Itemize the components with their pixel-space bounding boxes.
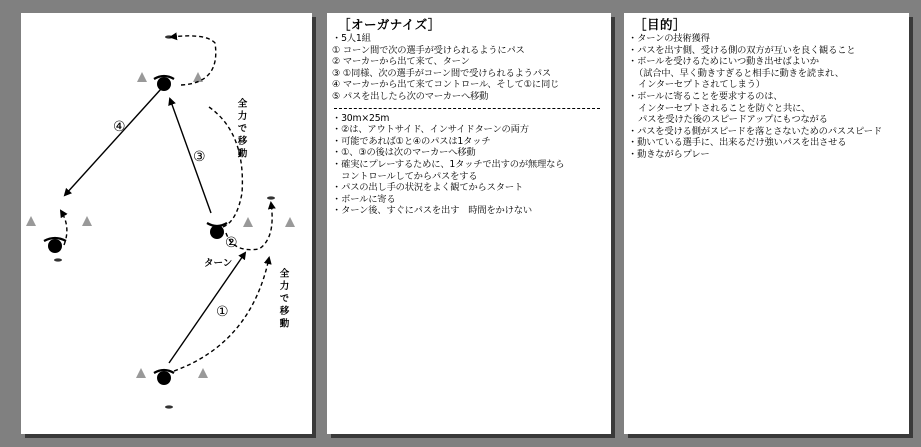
organize-note: ・可能であれば①と④のパスは1タッチ bbox=[332, 135, 491, 147]
cone bbox=[137, 72, 147, 82]
organize-title: ［オーガナイズ］ bbox=[338, 17, 441, 32]
cone bbox=[82, 216, 92, 226]
organize-step: ③ ①同様、次の選手がコーン間で受けられるようパス bbox=[332, 67, 551, 79]
purpose-line: ・ボールに寄ることを要求するのは、 bbox=[628, 90, 783, 102]
dashed-divider bbox=[334, 108, 600, 109]
player-left bbox=[44, 238, 66, 253]
cone bbox=[26, 216, 36, 226]
purpose-line: ・ターンの技術獲得 bbox=[628, 33, 710, 44]
cone bbox=[243, 217, 253, 227]
player-bottom bbox=[154, 370, 174, 385]
pass-1-arrow bbox=[169, 253, 245, 363]
purpose-line: ・パスを出す側、受ける側の双方が互いを良く観ること bbox=[628, 44, 856, 56]
organize-note: ・30m×25m bbox=[332, 112, 390, 124]
diagram-panel bbox=[21, 13, 312, 434]
label-pass-1: ① bbox=[216, 304, 229, 320]
organize-step: ① コーン間で次の選手が受けられるようにパス bbox=[332, 44, 525, 56]
player-turn bbox=[207, 223, 227, 239]
organize-step: ② マーカーから出て来て、ターン bbox=[332, 56, 470, 68]
player-top bbox=[154, 76, 174, 91]
pass-4-arrow bbox=[65, 89, 161, 195]
organize-step: ⑤ パスを出したら次のマーカーへ移動 bbox=[332, 90, 489, 102]
label-sprint-bottom: 全力で移動 bbox=[277, 268, 289, 331]
cone bbox=[198, 368, 208, 378]
label-pass-3: ③ bbox=[193, 149, 206, 165]
label-pass-2: ② bbox=[225, 235, 238, 251]
organize-note: ・ボールに寄る bbox=[332, 193, 396, 205]
purpose-line: インターセプトされることを防ぐと共に、 bbox=[638, 102, 811, 114]
organize-note: コントロールしてからパスをする bbox=[332, 170, 478, 182]
purpose-panel bbox=[624, 13, 909, 434]
drill-diagram bbox=[21, 13, 312, 434]
marker-right bbox=[267, 196, 275, 199]
organize-note: ・確実にプレーするために、1タッチで出すのが無理なら bbox=[332, 158, 565, 170]
purpose-line: ・パスを受ける側がスピードを落とさないためのパススピード bbox=[628, 125, 882, 137]
organize-note: ・ターン後、すぐにパスを出す 時間をかけない bbox=[332, 205, 532, 217]
marker-left bbox=[54, 258, 62, 261]
purpose-line: インターセプトされてしまう） bbox=[638, 79, 765, 91]
cone bbox=[193, 72, 203, 82]
marker-bottom bbox=[165, 405, 173, 408]
purpose-line: （試合中、早く動きすぎると相手に動きを読まれ、 bbox=[634, 67, 844, 79]
organize-note: ・②は、アウトサイド、インサイドターンの両方 bbox=[332, 124, 529, 136]
organize-step: ・5人1組 bbox=[332, 33, 371, 44]
cone bbox=[285, 217, 295, 227]
purpose-line: パスを受けた後のスピードアップにもつながる bbox=[638, 114, 828, 126]
run-top-arrow bbox=[171, 36, 216, 85]
label-sprint-top: 全力で移動 bbox=[235, 98, 247, 161]
purpose-line: ・動きながらプレー bbox=[628, 148, 710, 160]
players bbox=[44, 76, 227, 385]
cone bbox=[136, 368, 146, 378]
organize-panel bbox=[327, 13, 611, 434]
organize-step: ④ マーカーから出て来てコントロール、そして①に同じ bbox=[332, 79, 560, 91]
purpose-line: ・動いている選手に、出来るだけ強いパスを出させる bbox=[628, 137, 847, 149]
cones bbox=[26, 72, 295, 378]
organize-note: ・①、③の後は次のマーカーへ移動 bbox=[332, 147, 476, 159]
organize-notes bbox=[332, 113, 605, 217]
purpose-title: ［目的］ bbox=[634, 17, 687, 32]
purpose-lines bbox=[628, 33, 903, 161]
purpose-line: ・ボールを受けるためにいつ動き出せばよいか bbox=[628, 56, 819, 68]
label-pass-4: ④ bbox=[113, 119, 126, 135]
organize-steps bbox=[332, 33, 605, 103]
label-turn: ターン bbox=[204, 258, 233, 269]
organize-note: ・パスの出し手の状況をよく観てからスタート bbox=[332, 182, 524, 194]
